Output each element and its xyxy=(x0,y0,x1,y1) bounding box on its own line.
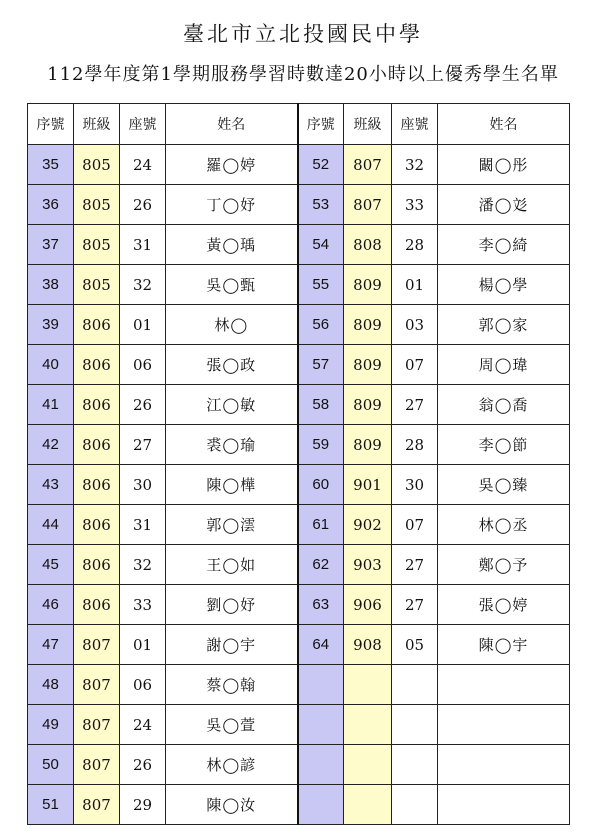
row-seq: 40 xyxy=(28,345,74,385)
row-name: 郭◯家 xyxy=(438,305,570,345)
row-class: 908 xyxy=(344,625,392,665)
row-seq: 62 xyxy=(298,545,344,585)
table-row xyxy=(28,305,570,345)
row-seat: 06 xyxy=(120,345,166,385)
row-name: 王◯如 xyxy=(166,545,298,585)
row-name: 裘◯瑜 xyxy=(166,425,298,465)
row-name: 吳◯臻 xyxy=(438,465,570,505)
row-class: 805 xyxy=(74,185,120,225)
row-name: 劉◯妤 xyxy=(166,585,298,625)
row-name: 張◯政 xyxy=(166,345,298,385)
row-seat: 27 xyxy=(392,385,438,425)
row-seq: 45 xyxy=(28,545,74,585)
row-name: 鄭◯予 xyxy=(438,545,570,585)
table-row xyxy=(28,265,570,305)
row-seq: 44 xyxy=(28,505,74,545)
row-seq: 52 xyxy=(298,145,344,185)
row-class xyxy=(344,745,392,785)
row-seq: 63 xyxy=(298,585,344,625)
row-class xyxy=(344,665,392,705)
row-seat: 27 xyxy=(392,545,438,585)
row-seq xyxy=(298,665,344,705)
row-class xyxy=(344,785,392,825)
row-class: 807 xyxy=(74,665,120,705)
table-row xyxy=(28,705,570,745)
row-seq: 42 xyxy=(28,425,74,465)
row-class: 807 xyxy=(74,745,120,785)
table-row xyxy=(28,505,570,545)
school-title: 臺北市立北投國民中學 xyxy=(183,22,423,46)
row-name: 江◯敏 xyxy=(166,385,298,425)
row-seq: 56 xyxy=(298,305,344,345)
row-seq: 41 xyxy=(28,385,74,425)
row-class: 809 xyxy=(344,345,392,385)
row-class: 806 xyxy=(74,465,120,505)
row-seat: 33 xyxy=(120,585,166,625)
row-class: 903 xyxy=(344,545,392,585)
row-seat: 24 xyxy=(120,145,166,185)
row-seq: 38 xyxy=(28,265,74,305)
table-row xyxy=(28,425,570,465)
row-seq xyxy=(298,745,344,785)
row-seat: 28 xyxy=(392,225,438,265)
table-row xyxy=(28,465,570,505)
row-seq xyxy=(298,785,344,825)
row-class: 806 xyxy=(74,305,120,345)
row-class: 809 xyxy=(344,265,392,305)
header-seq: 序號 xyxy=(298,104,344,145)
row-seat: 30 xyxy=(392,465,438,505)
row-class: 906 xyxy=(344,585,392,625)
row-name: 林◯諺 xyxy=(166,745,298,785)
row-class: 805 xyxy=(74,225,120,265)
table-row xyxy=(28,625,570,665)
row-seat xyxy=(392,705,438,745)
row-seat: 32 xyxy=(120,265,166,305)
row-seat: 32 xyxy=(120,545,166,585)
row-seat: 07 xyxy=(392,505,438,545)
row-class: 805 xyxy=(74,265,120,305)
row-seat: 07 xyxy=(392,345,438,385)
row-name: 吳◯萱 xyxy=(166,705,298,745)
row-name: 林◯ xyxy=(166,305,298,345)
row-class: 807 xyxy=(344,185,392,225)
row-seq: 54 xyxy=(298,225,344,265)
row-seat: 27 xyxy=(120,425,166,465)
row-seat: 05 xyxy=(392,625,438,665)
header-row xyxy=(28,104,570,145)
header-seat: 座號 xyxy=(392,104,438,145)
row-class xyxy=(344,705,392,745)
list-subtitle: 112學年度第1學期服務學習時數達20小時以上優秀學生名單 xyxy=(47,64,559,85)
row-class: 808 xyxy=(344,225,392,265)
header-seat: 座號 xyxy=(120,104,166,145)
row-seq: 55 xyxy=(298,265,344,305)
row-name: 潘◯彣 xyxy=(438,185,570,225)
table-row xyxy=(28,385,570,425)
row-seq: 49 xyxy=(28,705,74,745)
row-class: 902 xyxy=(344,505,392,545)
header-class: 班級 xyxy=(344,104,392,145)
table-row xyxy=(28,145,570,185)
row-class: 806 xyxy=(74,345,120,385)
row-seq: 47 xyxy=(28,625,74,665)
row-class: 806 xyxy=(74,385,120,425)
row-class: 809 xyxy=(344,425,392,465)
row-seat: 01 xyxy=(120,305,166,345)
row-seq: 64 xyxy=(298,625,344,665)
row-seat: 26 xyxy=(120,745,166,785)
row-class: 809 xyxy=(344,305,392,345)
row-name xyxy=(438,745,570,785)
row-name: 丁◯妤 xyxy=(166,185,298,225)
row-seat: 24 xyxy=(120,705,166,745)
row-name: 郭◯澐 xyxy=(166,505,298,545)
row-name: 羅◯婷 xyxy=(166,145,298,185)
row-seat: 01 xyxy=(120,625,166,665)
header-name: 姓名 xyxy=(166,104,298,145)
row-seat: 26 xyxy=(120,185,166,225)
student-roster-table xyxy=(27,103,570,825)
row-name: 張◯婷 xyxy=(438,585,570,625)
row-class: 805 xyxy=(74,145,120,185)
row-seq: 50 xyxy=(28,745,74,785)
row-seat: 30 xyxy=(120,465,166,505)
row-name xyxy=(438,705,570,745)
table-row xyxy=(28,785,570,825)
row-name: 蔡◯翰 xyxy=(166,665,298,705)
row-class: 807 xyxy=(344,145,392,185)
row-name: 闞◯彤 xyxy=(438,145,570,185)
row-name: 陳◯樺 xyxy=(166,465,298,505)
row-seat: 29 xyxy=(120,785,166,825)
row-name: 李◯節 xyxy=(438,425,570,465)
row-seat: 26 xyxy=(120,385,166,425)
row-seat: 32 xyxy=(392,145,438,185)
row-name: 周◯瑋 xyxy=(438,345,570,385)
row-class: 809 xyxy=(344,385,392,425)
row-seat: 31 xyxy=(120,505,166,545)
row-class: 901 xyxy=(344,465,392,505)
row-class: 806 xyxy=(74,505,120,545)
row-name xyxy=(438,665,570,705)
table-row xyxy=(28,585,570,625)
table-row xyxy=(28,745,570,785)
row-seat xyxy=(392,665,438,705)
table-row xyxy=(28,665,570,705)
row-seq: 35 xyxy=(28,145,74,185)
header-seq: 序號 xyxy=(28,104,74,145)
row-seq xyxy=(298,705,344,745)
row-class: 806 xyxy=(74,545,120,585)
row-seq: 36 xyxy=(28,185,74,225)
row-seat xyxy=(392,745,438,785)
header-name: 姓名 xyxy=(438,104,570,145)
row-seq: 48 xyxy=(28,665,74,705)
row-seq: 39 xyxy=(28,305,74,345)
row-seq: 59 xyxy=(298,425,344,465)
row-name: 謝◯宇 xyxy=(166,625,298,665)
row-seat: 28 xyxy=(392,425,438,465)
row-seq: 60 xyxy=(298,465,344,505)
row-seat: 01 xyxy=(392,265,438,305)
table-row xyxy=(28,225,570,265)
row-class: 807 xyxy=(74,785,120,825)
row-seat: 33 xyxy=(392,185,438,225)
row-name: 楊◯學 xyxy=(438,265,570,305)
row-name: 林◯丞 xyxy=(438,505,570,545)
row-seat: 03 xyxy=(392,305,438,345)
row-name: 吳◯甄 xyxy=(166,265,298,305)
row-seq: 58 xyxy=(298,385,344,425)
table-row xyxy=(28,545,570,585)
row-seq: 37 xyxy=(28,225,74,265)
row-seat: 27 xyxy=(392,585,438,625)
row-class: 807 xyxy=(74,625,120,665)
table-row xyxy=(28,345,570,385)
row-seat xyxy=(392,785,438,825)
row-seq: 51 xyxy=(28,785,74,825)
row-name: 陳◯汝 xyxy=(166,785,298,825)
row-seat: 06 xyxy=(120,665,166,705)
row-seq: 57 xyxy=(298,345,344,385)
row-class: 806 xyxy=(74,585,120,625)
row-seat: 31 xyxy=(120,225,166,265)
row-class: 806 xyxy=(74,425,120,465)
row-name: 陳◯宇 xyxy=(438,625,570,665)
row-name: 黃◯瑀 xyxy=(166,225,298,265)
row-seq: 46 xyxy=(28,585,74,625)
table-row xyxy=(28,185,570,225)
row-seq: 43 xyxy=(28,465,74,505)
header-class: 班級 xyxy=(74,104,120,145)
row-name: 李◯綺 xyxy=(438,225,570,265)
row-seq: 53 xyxy=(298,185,344,225)
row-seq: 61 xyxy=(298,505,344,545)
row-name: 翁◯喬 xyxy=(438,385,570,425)
row-name xyxy=(438,785,570,825)
row-class: 807 xyxy=(74,705,120,745)
